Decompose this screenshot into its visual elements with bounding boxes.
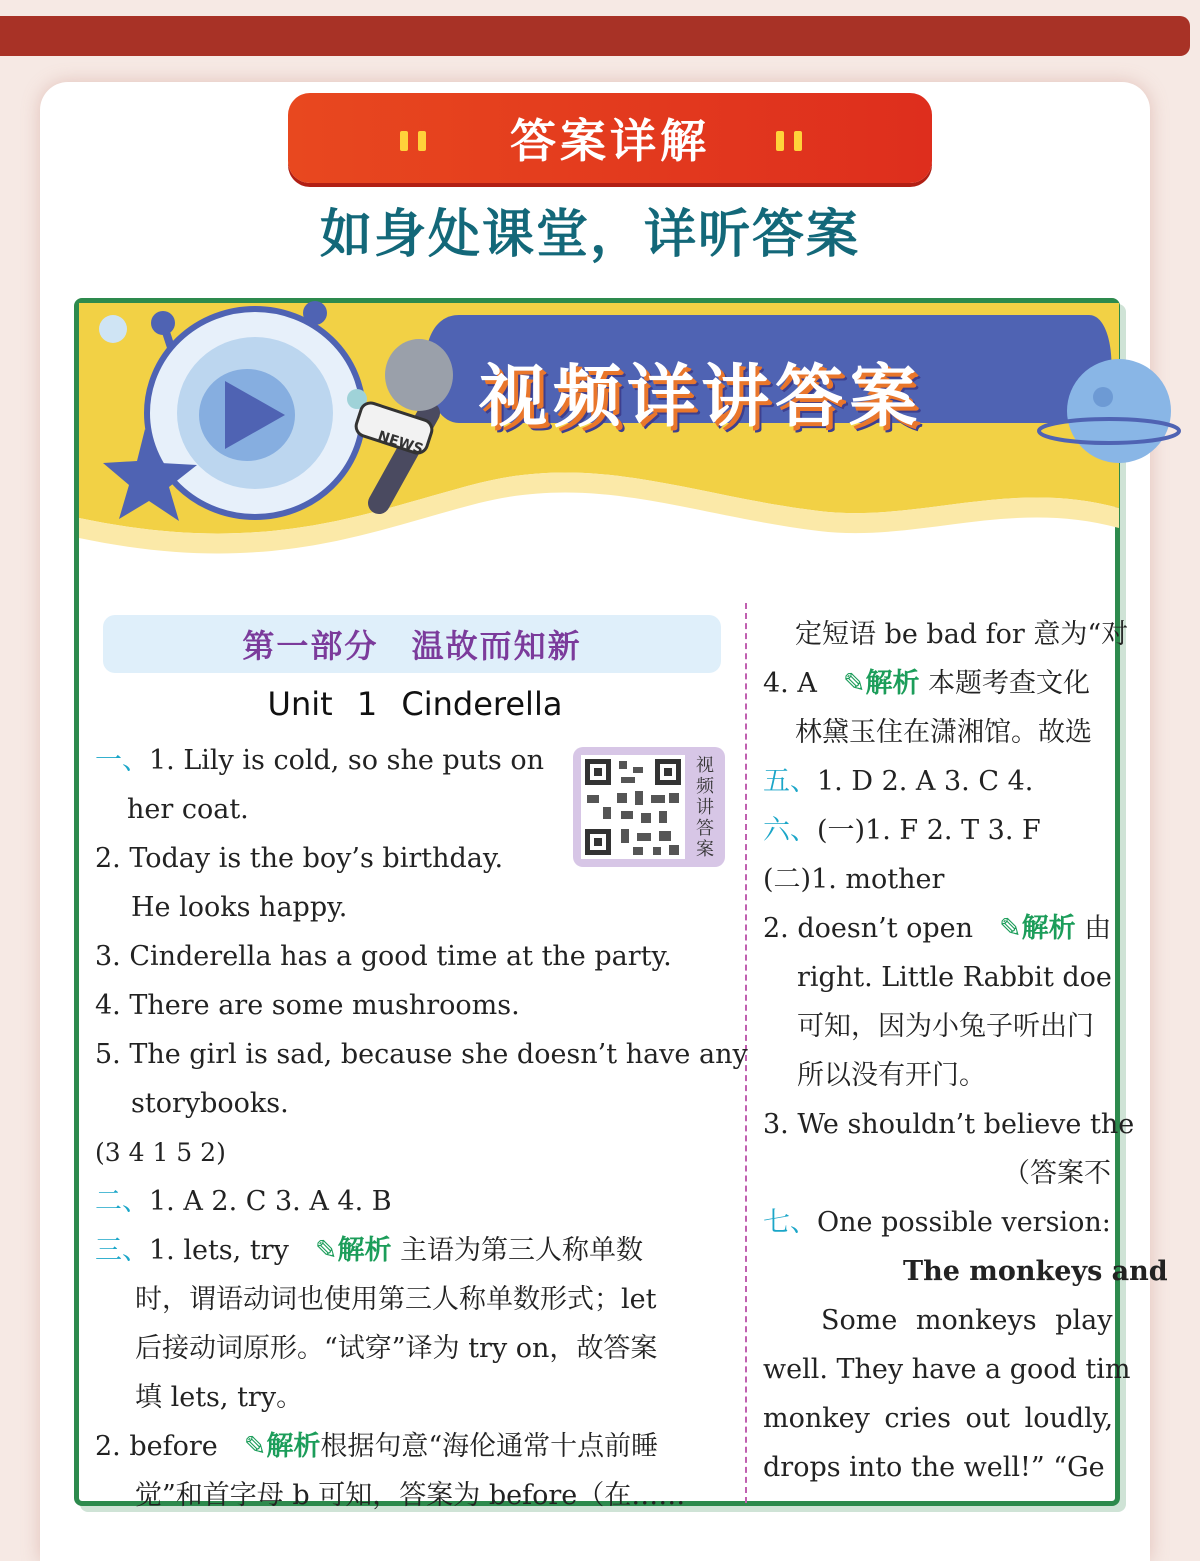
r-line-12: （答案不 (1003, 1158, 1111, 1189)
s1-line-1: 一、1. Lily is cold, so she puts on (95, 745, 545, 776)
r-line-7: 2. doesn’t open ✎解析 由 (763, 913, 1112, 944)
answer-frame (74, 298, 1168, 1511)
s3-line-2: 时，谓语动词也使用第三人称单数形式；let (135, 1284, 657, 1315)
quote-mark-left-icon (400, 131, 432, 153)
r-line-10: 所以没有开门。 (797, 1060, 986, 1091)
s1-order: (3 4 1 5 2) (95, 1138, 226, 1167)
r-line-6: (二)1. mother (763, 864, 945, 895)
banner-title: 视频详讲答案 (479, 358, 924, 437)
s1-line-4: He looks happy. (131, 892, 348, 923)
s5-answers: 五、1. D 2. A 3. C 4. (763, 766, 1034, 797)
s1-line-8: storybooks. (131, 1088, 289, 1119)
tip-badge: ✎解析 (842, 668, 920, 699)
tip-badge: ✎解析 (243, 1431, 321, 1462)
r-line-18: drops into the well!” “Ge (763, 1452, 1105, 1483)
top-bar (0, 16, 1190, 56)
pill-title: 答案详解 (510, 114, 710, 168)
r-line-11: 3. We shouldn’t believe the (763, 1109, 1135, 1140)
s2-answers: 二、1. A 2. C 3. A 4. B (95, 1186, 392, 1217)
answer-detail-pill (288, 93, 932, 183)
answer-card (40, 82, 1168, 1561)
s3-line-3: 后接动词原形。“试穿”译为 try on，故答案 (135, 1333, 658, 1364)
story-title: The monkeys and (903, 1256, 1168, 1287)
s3-line-6: 觉”和首字母 b 可知，答案为 before（在…… (135, 1480, 686, 1511)
s1-line-3: 2. Today is the boy’s birthday. (95, 843, 504, 874)
quote-mark-right-icon (776, 131, 808, 153)
qr-label: 视频讲答案 (696, 755, 714, 860)
unit-title: Unit 1 Cinderella (267, 685, 563, 723)
r-line-3: 林黛玉住在潇湘馆。故选 (795, 717, 1092, 748)
r-line-8: right. Little Rabbit doe (797, 962, 1112, 993)
s1-line-7: 5. The girl is sad, because she doesn’t have any (95, 1039, 748, 1070)
tip-badge: ✎解析 (314, 1235, 392, 1266)
r-line-1: 定短语 be bad for 意为“对 (795, 619, 1129, 650)
s7-intro: 七、One possible version: (763, 1207, 1111, 1238)
s1-line-5: 3. Cinderella has a good time at the party. (95, 941, 672, 972)
r-line-15: Some monkeys play (821, 1305, 1113, 1336)
s1-line-6: 4. There are some mushrooms. (95, 990, 520, 1021)
r-line-9: 可知，因为小兔子听出门 (797, 1011, 1094, 1042)
video-banner (79, 303, 1119, 563)
r-line-2: 4. A ✎解析 本题考查文化 (763, 668, 1091, 699)
s3-line-5: 2. before ✎解析根据句意“海伦通常十点前睡 (95, 1431, 659, 1462)
r-line-16: well. They have a good tim (763, 1354, 1131, 1385)
qr-code-panel[interactable] (573, 747, 725, 867)
section-heading: 第一部分 温故而知新 (103, 615, 721, 673)
news-tag: NEWS (375, 428, 426, 458)
s1-line-2: her coat. (127, 794, 249, 825)
s3-line-4: 填 lets, try。 (135, 1382, 304, 1413)
s3-line-1: 三、1. lets, try ✎解析 主语为第三人称单数 (95, 1235, 644, 1266)
tip-badge: ✎解析 (999, 913, 1076, 944)
page-subtitle: 如身处课堂，详听答案 (319, 205, 860, 265)
s6-answers: 六、(一)1. F 2. T 3. F (763, 815, 1041, 846)
qr-code-icon[interactable] (581, 755, 685, 859)
r-line-17: monkey cries out loudly, (763, 1403, 1114, 1434)
